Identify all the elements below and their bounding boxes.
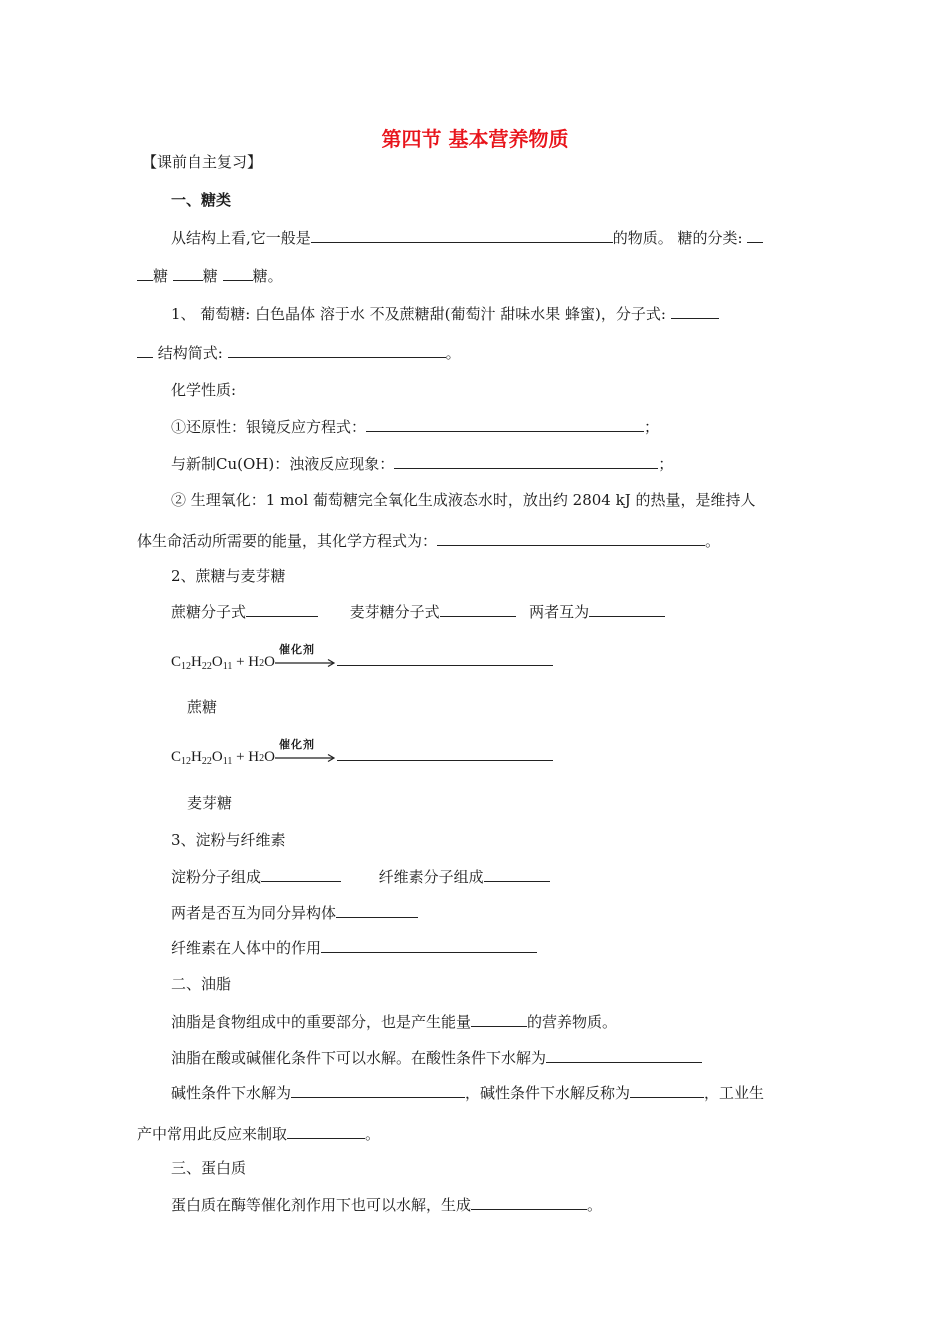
answer-blank[interactable]	[546, 1047, 702, 1063]
answer-blank[interactable]	[394, 453, 658, 469]
reducing-line: ①还原性：银镜反应方程式： ；	[171, 418, 660, 436]
fat-line-3: 碱性条件下水解为 ，碱性条件下水解反称为 ，工业生	[171, 1084, 765, 1102]
bio-oxidation-line-2: 体生命活动所需要的能量，其化学方程式为： 。	[137, 532, 721, 550]
arrow-right-icon	[275, 753, 337, 763]
answer-blank[interactable]	[630, 1082, 704, 1098]
answer-blank[interactable]	[223, 265, 253, 281]
catalyst-arrow	[275, 643, 337, 674]
glucose-line-2: 结构简式: 。	[137, 342, 461, 363]
answer-blank[interactable]	[337, 650, 553, 666]
review-header: 【课前自主复习】	[142, 153, 263, 171]
answer-blank[interactable]	[484, 866, 550, 882]
answer-blank[interactable]	[440, 601, 516, 617]
answer-blank[interactable]	[336, 902, 418, 918]
fat-heading: 二、油脂	[171, 975, 232, 993]
sucrose-heading: 2、蔗糖与麦芽糖	[171, 567, 286, 585]
chem-props: 化学性质:	[171, 381, 237, 399]
protein-line-1: 蛋白质在酶等催化剂作用下也可以水解，生成 。	[171, 1196, 603, 1214]
answer-blank[interactable]	[246, 601, 318, 617]
maltose-hydrolysis-equation: $C_{12}H_{22}O_{11} + H2O$ 催化剂	[171, 745, 553, 769]
catalyst-arrow	[275, 738, 337, 769]
answer-blank[interactable]	[261, 866, 341, 882]
cuoh-line: 与新制Cu(OH)：浊液反应现象： ；	[171, 455, 674, 473]
answer-blank[interactable]	[589, 601, 665, 617]
cellulose-role: 纤维素在人体中的作用	[171, 937, 537, 958]
answer-blank[interactable]	[228, 342, 446, 358]
bio-oxidation-line-1: ② 生理氧化：1 mol 葡萄糖完全氧化生成液态水时，放出约 2804 kJ 的热量，是维持人	[171, 491, 756, 509]
fat-line-2: 油脂在酸或碱催化条件下可以水解。在酸性条件下水解为	[171, 1047, 702, 1068]
answer-blank[interactable]	[311, 227, 613, 243]
answer-blank[interactable]	[366, 416, 644, 432]
starch-composition-line: 淀粉分子组成 纤维素分子组成	[171, 866, 550, 887]
label-maltose: 麦芽糖	[187, 794, 233, 812]
catalyst-label: 催化剂	[278, 643, 315, 656]
isomer-question: 两者是否互为同分异构体	[171, 902, 418, 923]
answer-blank[interactable]	[137, 342, 153, 358]
answer-blank[interactable]	[287, 1123, 365, 1139]
page-title: 第四节 基本营养物质	[381, 127, 569, 151]
sucrose-hydrolysis-equation: $C_{12}H_{22}O_{11} + H2O$ 催化剂	[171, 650, 553, 674]
sugar-heading: 一、糖类	[171, 191, 232, 209]
answer-blank[interactable]	[471, 1194, 587, 1210]
sugar-classes-line: 糖 糖 糖。	[137, 265, 283, 286]
answer-blank[interactable]	[173, 265, 203, 281]
starch-heading: 3、淀粉与纤维素	[171, 831, 286, 849]
sucrose-formula-line: 蔗糖分子式 麦芽糖分子式 两者互为	[171, 601, 665, 622]
sugar-intro-line: 从结构上看,它一般是 的物质。 糖的分类:	[171, 227, 763, 248]
label-sucrose: 蔗糖	[187, 698, 218, 716]
fat-line-1: 油脂是食物组成中的重要部分，也是产生能量 的营养物质。	[171, 1013, 618, 1031]
answer-blank[interactable]	[671, 303, 719, 319]
protein-heading: 三、蛋白质	[171, 1159, 247, 1177]
catalyst-label: 催化剂	[278, 738, 315, 751]
answer-blank[interactable]	[321, 937, 537, 953]
answer-blank[interactable]	[337, 745, 553, 761]
answer-blank[interactable]	[747, 227, 763, 243]
fat-line-4: 产中常用此反应来制取 。	[137, 1125, 381, 1143]
arrow-right-icon	[275, 658, 337, 668]
answer-blank[interactable]	[137, 265, 153, 281]
answer-blank[interactable]	[471, 1011, 527, 1027]
answer-blank[interactable]	[291, 1082, 465, 1098]
glucose-line-1: 1、 葡萄糖: 白色晶体 溶于水 不及蔗糖甜(葡萄汁 甜味水果 蜂蜜)，分子式:	[171, 303, 719, 324]
answer-blank[interactable]	[437, 530, 705, 546]
